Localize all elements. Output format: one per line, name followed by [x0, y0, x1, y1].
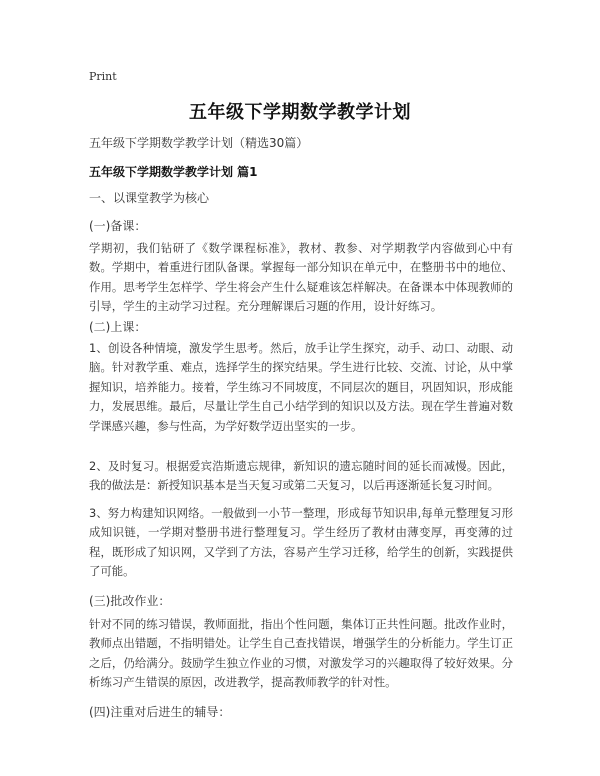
subheading-class: (二)上课： [89, 320, 147, 334]
subheading-tutoring: (四)注重对后进生的辅导： [89, 705, 231, 719]
paragraph-class-1: 1、创设各种情境，激发学生思考。然后，放手让学生探究，动手、动口、动眼、动脑。针对教学重、难点，选择学生的探究结果。学生进行比较、交流、讨论，从中掌握知识，培养能力。接着，学生练习不同坡度，不同层次的题目，巩固知识，形成能力，发展思维。最后，尽量让学生自己小结学到的知识以及方法。现在学生普遍对数学课感兴趣，参与性高，为学好数学迈出坚实的一步。 [89, 341, 513, 433]
subheading-homework: (三)批改作业： [89, 594, 171, 608]
paragraph-homework: 针对不同的练习错误，教师面批，指出个性问题，集体订正共性问题。批改作业时，教师点出错题，不指明错处。让学生自己查找错误，增强学生的分析能力。学生订正之后，仍给满分。鼓励学生独立作业的习惯，对激发学习的兴趣取得了较好效果。分析练习产生错误的原因，改进教学，提高教师教学的针对性。 [89, 617, 513, 690]
paragraph-class-3: 3、努力构建知识网络。一般做到一小节一整理，形成每节知识串,每单元整理复习形成知识链，一学期对整册书进行整理复习。学生经历了教材由薄变厚，再变薄的过程，既形成了知识网，又学到了方法，容易产生学习迁移，给学生的创新，实践提供了可能。 [89, 506, 513, 579]
document-subtitle: 五年级下学期数学教学计划（精选30篇） [89, 136, 309, 150]
article-title: 五年级下学期数学教学计划 篇1 [89, 165, 258, 179]
paragraph-class-2: 2、及时复习。根据爱宾浩斯遗忘规律，新知识的遗忘随时间的延长而减慢。因此，我的做法是：新授知识基本是当天复习或第二天复习，以后再逐渐延长复习时间。 [89, 459, 513, 493]
paragraph-prep: 学期初，我们钻研了《数学课程标准》，教材、教参、对学期教学内容做到心中有数。学期中，着重进行团队备课。掌握每一部分知识在单元中，在整册书中的地位、作用。思考学生怎样学、学生将会产生什么疑难该怎样解决。在备课本中体现教师的引导，学生的主动学习过程。充分理解课后习题的作用，设计好练习。 [89, 241, 513, 314]
document-title: 五年级下学期数学教学计划 [189, 102, 411, 123]
section-heading-1: 一、以课堂教学为核心 [89, 191, 210, 205]
print-label[interactable]: Print [89, 70, 117, 83]
subheading-prep: (一)备课： [89, 219, 147, 233]
